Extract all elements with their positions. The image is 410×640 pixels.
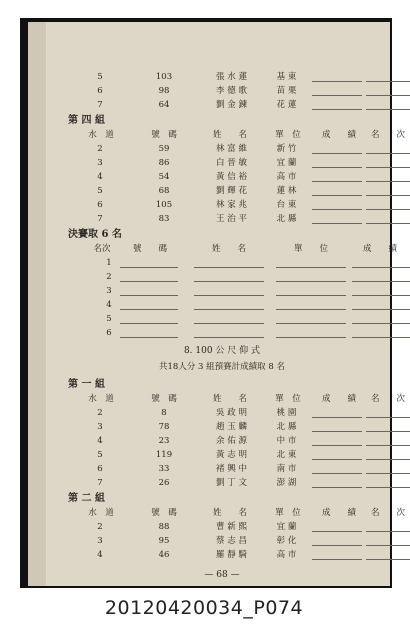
unit-cell: 北 東 — [276, 450, 297, 460]
unit-cell: 宜 蘭 — [276, 158, 297, 168]
table-row — [54, 98, 384, 112]
name-cell: 劉 輝 花 — [216, 186, 247, 196]
header-result: 成 績 — [321, 130, 356, 140]
place-cell: 4 — [106, 300, 112, 310]
number-cell: 64 — [158, 100, 170, 110]
unit-cell: 桃 園 — [276, 408, 297, 418]
final-title: 決賽取 6 名 — [68, 229, 122, 240]
result-line — [312, 223, 362, 224]
name-cell: 白 晉 敏 — [216, 158, 247, 168]
lane-cell: 6 — [97, 464, 103, 474]
place-cell: 1 — [106, 258, 112, 268]
result-line — [352, 281, 410, 282]
number-line — [120, 337, 178, 338]
result-line — [312, 531, 362, 532]
result-line — [312, 209, 362, 210]
table-row — [54, 406, 384, 420]
event-title: 8. 100 公 尺 仰 式 — [183, 346, 261, 356]
rank-line — [366, 431, 410, 432]
lane-cell: 7 — [97, 100, 103, 110]
unit-cell: 新 竹 — [276, 144, 297, 154]
name-cell: 蔡 志 昌 — [216, 536, 247, 546]
lane-cell: 5 — [97, 186, 103, 196]
number-cell: 95 — [158, 536, 170, 546]
rank-line — [366, 223, 410, 224]
result-line — [312, 153, 362, 154]
rank-line — [366, 545, 410, 546]
name-cell: 吳 政 明 — [216, 408, 247, 418]
result-line — [312, 487, 362, 488]
rank-line — [366, 153, 410, 154]
unit-line — [276, 337, 346, 338]
header-lane: 水 道 — [88, 508, 114, 518]
number-cell: 33 — [158, 464, 170, 474]
unit-cell: 南 市 — [276, 464, 297, 474]
header-rank: 名次 — [93, 244, 111, 254]
rank-line — [366, 195, 410, 196]
group2-header — [54, 506, 405, 520]
unit-cell: 中 市 — [276, 436, 297, 446]
name-cell: 張 水 蓮 — [216, 72, 247, 82]
name-line — [194, 281, 264, 282]
rank-line — [366, 459, 410, 460]
page-number: — 68 — — [204, 570, 240, 580]
number-cell: 86 — [158, 158, 170, 168]
table-row — [54, 434, 384, 448]
header-rank: 名 次 — [370, 394, 405, 404]
number-cell: 54 — [158, 172, 170, 182]
rank-line — [366, 445, 410, 446]
lane-cell: 7 — [97, 214, 103, 224]
final-row — [54, 298, 384, 312]
name-cell: 王 治 平 — [216, 214, 247, 224]
header-result: 成 績 — [321, 508, 356, 518]
unit-cell: 彰 化 — [276, 536, 297, 546]
header-name: 姓 名 — [212, 394, 247, 404]
page-gutter — [28, 22, 46, 586]
number-cell: 68 — [158, 186, 170, 196]
name-cell: 李 德 歌 — [216, 86, 247, 96]
table-row — [54, 420, 384, 434]
header-unit: 單 位 — [293, 244, 328, 254]
group4-title: 第 四 組 — [68, 115, 105, 126]
name-line — [194, 267, 264, 268]
rank-line — [366, 95, 410, 96]
result-line — [312, 195, 362, 196]
rank-line — [366, 473, 410, 474]
result-line — [312, 431, 362, 432]
unit-cell: 基 東 — [276, 72, 297, 82]
group1-header — [54, 392, 405, 406]
number-line — [120, 295, 178, 296]
final-row — [54, 256, 384, 270]
number-line — [120, 323, 178, 324]
name-cell: 劉 丁 文 — [216, 478, 247, 488]
rank-line — [366, 109, 410, 110]
table-row — [54, 142, 384, 156]
table-row — [54, 70, 384, 84]
place-cell: 2 — [106, 272, 112, 282]
header-result: 成 績 — [362, 244, 397, 254]
unit-cell: 北 縣 — [276, 422, 297, 432]
table-row — [54, 534, 384, 548]
lane-cell: 5 — [97, 72, 103, 82]
rank-line — [366, 559, 410, 560]
name-cell: 趙 玉 麟 — [216, 422, 247, 432]
unit-cell: 宜 蘭 — [276, 522, 297, 532]
result-line — [352, 295, 410, 296]
name-cell: 林 富 維 — [216, 144, 247, 154]
unit-line — [276, 267, 346, 268]
header-name: 姓 名 — [211, 244, 246, 254]
table-row — [54, 462, 384, 476]
name-cell: 黃 信 裕 — [216, 172, 247, 182]
group2-title: 第 二 組 — [68, 493, 105, 504]
place-cell: 3 — [106, 286, 112, 296]
result-line — [312, 473, 362, 474]
number-cell: 23 — [158, 436, 170, 446]
lane-cell: 2 — [97, 522, 103, 532]
result-line — [312, 167, 362, 168]
table-row — [54, 448, 384, 462]
name-cell: 褚 興 中 — [216, 464, 247, 474]
unit-line — [276, 281, 346, 282]
header-lane: 水 道 — [88, 130, 114, 140]
result-line — [312, 459, 362, 460]
table-row — [54, 520, 384, 534]
table-row — [54, 84, 384, 98]
number-cell: 8 — [161, 408, 167, 418]
number-cell: 46 — [158, 550, 170, 560]
lane-cell: 3 — [97, 158, 103, 168]
place-cell: 6 — [106, 328, 112, 338]
name-cell: 余 佑 源 — [216, 436, 247, 446]
rank-line — [366, 209, 410, 210]
table-row — [54, 156, 384, 170]
number-cell: 98 — [158, 86, 170, 96]
unit-line — [276, 309, 346, 310]
result-line — [312, 559, 362, 560]
place-cell: 5 — [106, 314, 112, 324]
header-lane: 水 道 — [88, 394, 114, 404]
header-rank: 名 次 — [370, 508, 405, 518]
header-result: 成 績 — [321, 394, 356, 404]
table-row — [54, 198, 384, 212]
lane-cell: 3 — [97, 422, 103, 432]
paper-page — [28, 22, 405, 586]
rank-line — [366, 487, 410, 488]
unit-cell: 北 縣 — [276, 214, 297, 224]
lane-cell: 2 — [97, 408, 103, 418]
header-unit: 單 位 — [275, 508, 301, 518]
lane-cell: 6 — [97, 200, 103, 210]
name-cell: 黃 志 明 — [216, 450, 247, 460]
number-cell: 78 — [158, 422, 170, 432]
rank-line — [366, 417, 410, 418]
lane-cell: 6 — [97, 86, 103, 96]
final-row — [54, 326, 384, 340]
final-row — [54, 270, 384, 284]
unit-line — [276, 295, 346, 296]
name-line — [194, 323, 264, 324]
header-name: 姓 名 — [212, 508, 247, 518]
number-cell: 59 — [158, 144, 170, 154]
archive-caption: 20120420034_P074 — [104, 597, 304, 619]
result-line — [312, 545, 362, 546]
lane-cell: 4 — [97, 436, 103, 446]
rank-line — [366, 167, 410, 168]
number-cell: 105 — [155, 200, 173, 210]
table-row — [54, 548, 384, 562]
name-cell: 林 家 兆 — [216, 200, 247, 210]
number-cell: 119 — [155, 450, 173, 460]
name-cell: 羅 靜 騎 — [216, 550, 247, 560]
number-cell: 83 — [158, 214, 170, 224]
final-header — [54, 242, 397, 256]
result-line — [312, 417, 362, 418]
unit-cell: 台 東 — [276, 200, 297, 210]
table-row — [54, 212, 384, 226]
header-unit: 單 位 — [275, 394, 301, 404]
unit-cell: 蓮 林 — [276, 186, 297, 196]
result-line — [352, 337, 410, 338]
lane-cell: 5 — [97, 450, 103, 460]
lane-cell: 2 — [97, 144, 103, 154]
lane-cell: 4 — [97, 550, 103, 560]
header-rank: 名 次 — [370, 130, 405, 140]
result-line — [312, 109, 362, 110]
unit-cell: 苗 栗 — [276, 86, 297, 96]
header-number: 號 碼 — [151, 394, 177, 404]
result-line — [352, 309, 410, 310]
rank-line — [366, 531, 410, 532]
header-number: 號 碼 — [132, 244, 167, 254]
name-line — [194, 309, 264, 310]
number-line — [120, 309, 178, 310]
result-line — [312, 95, 362, 96]
result-line — [312, 81, 362, 82]
header-unit: 單 位 — [275, 130, 301, 140]
result-line — [312, 181, 362, 182]
number-cell: 26 — [158, 478, 170, 488]
final-row — [54, 312, 384, 326]
result-line — [352, 323, 410, 324]
unit-cell: 澎 湖 — [276, 478, 297, 488]
number-cell: 103 — [155, 72, 173, 82]
number-cell: 88 — [158, 522, 170, 532]
header-name: 姓 名 — [212, 130, 247, 140]
table-row — [54, 476, 384, 490]
name-line — [194, 295, 264, 296]
rank-line — [366, 81, 410, 82]
unit-cell: 花 蓮 — [276, 100, 297, 110]
unit-cell: 高 市 — [276, 550, 297, 560]
table-row — [54, 184, 384, 198]
unit-cell: 高 市 — [276, 172, 297, 182]
group4-header — [54, 128, 405, 142]
name-line — [194, 337, 264, 338]
table-row — [54, 170, 384, 184]
group1-title: 第 一 組 — [68, 379, 105, 390]
header-number: 號 碼 — [151, 130, 177, 140]
lane-cell: 7 — [97, 478, 103, 488]
result-line — [312, 445, 362, 446]
name-cell: 劉 金 鍊 — [216, 100, 247, 110]
final-row — [54, 284, 384, 298]
scanned-page-frame — [20, 18, 405, 588]
number-line — [120, 281, 178, 282]
lane-cell: 4 — [97, 172, 103, 182]
number-line — [120, 267, 178, 268]
header-number: 號 碼 — [151, 508, 177, 518]
unit-line — [276, 323, 346, 324]
lane-cell: 3 — [97, 536, 103, 546]
rank-line — [366, 181, 410, 182]
result-line — [352, 267, 410, 268]
name-cell: 曹 新 熙 — [216, 522, 247, 532]
event-subtitle: 共18人分 3 組預賽計成績取 8 名 — [159, 362, 285, 372]
